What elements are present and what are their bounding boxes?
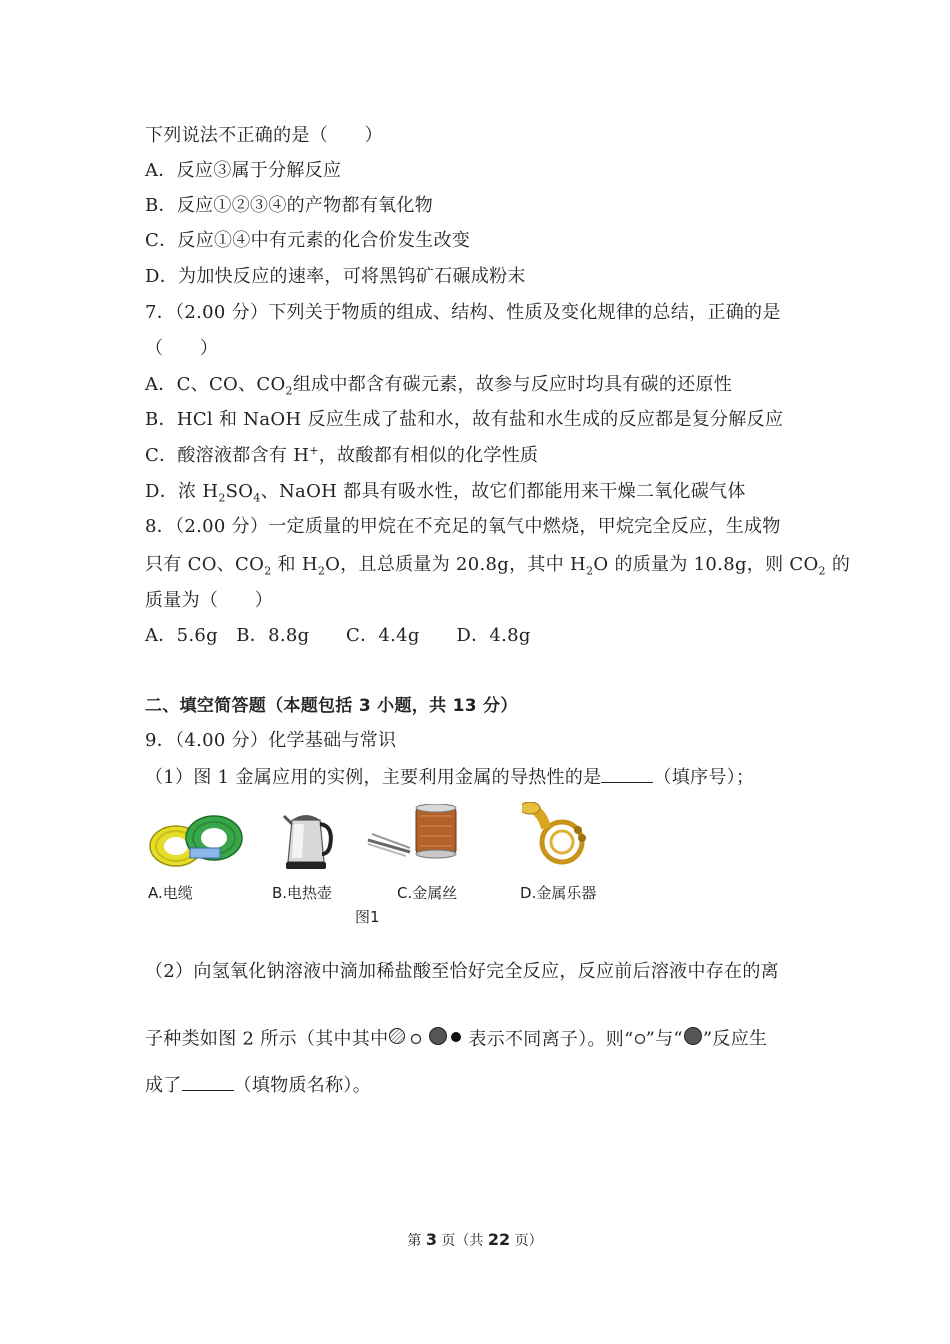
q9-part1-blank[interactable] bbox=[601, 764, 653, 783]
q9-part2-line2 bbox=[145, 1026, 767, 1053]
q8-line2-a: 只有 CO、CO bbox=[145, 554, 265, 575]
q7-option-c-text1: C．酸溶液都含有 H bbox=[145, 445, 310, 466]
q9-part1 bbox=[145, 764, 754, 790]
q9-part1-text2: （填序号）； bbox=[653, 767, 755, 788]
footer-mid: 页（共 bbox=[436, 1233, 488, 1249]
q7-option-c-sup: + bbox=[309, 444, 319, 457]
q7-option-a-text1: A．C、CO、CO bbox=[145, 374, 286, 395]
horn-illustration bbox=[522, 802, 594, 868]
q7-option-b: B．HCl 和 NaOH 反应生成了盐和水，故有盐和水生成的反应都是复分解反应 bbox=[145, 409, 784, 430]
q6-option-b: B．反应①②③④的产物都有氧化物 bbox=[145, 195, 434, 216]
q8-options: A．5.6g B．8.8g C．4.4g D．4.8g bbox=[145, 625, 531, 646]
q7-option-d-sub1: 2 bbox=[218, 491, 226, 505]
fig1-label-d: D.金属乐器 bbox=[520, 884, 597, 902]
q6-stem: 下列说法不正确的是（ ） bbox=[145, 125, 383, 146]
q7-option-d bbox=[145, 480, 746, 504]
footer-total-pages: 22 bbox=[487, 1230, 511, 1249]
q7-option-d-text1: D．浓 H bbox=[145, 481, 219, 502]
footer-page-number: 3 bbox=[425, 1230, 437, 1249]
q9-part2-line1: （2）向氢氧化钠溶液中滴加稀盐酸至恰好完全反应，反应前后溶液中存在的离 bbox=[145, 961, 779, 982]
q9-part2-line3-b: （填物质名称）。 bbox=[233, 1075, 372, 1096]
fig1-label-c: C.金属丝 bbox=[397, 884, 458, 902]
footer-prefix: 第 bbox=[407, 1233, 426, 1249]
q8-line2-b: 和 H bbox=[271, 554, 318, 575]
fig1-label-a: A.电缆 bbox=[148, 884, 193, 902]
q7-option-a-text2: 组成中都含有碳元素，故参与反应时均具有碳的还原性 bbox=[292, 374, 733, 395]
hatched-ion-icon bbox=[388, 1027, 406, 1052]
q8-line3: 质量为（ ） bbox=[145, 590, 274, 611]
q7-option-d-sub2: 4 bbox=[253, 491, 261, 505]
q6-option-a: A．反应③属于分解反应 bbox=[145, 160, 342, 181]
cable-illustration bbox=[148, 808, 248, 870]
q9-part2-line3 bbox=[145, 1072, 371, 1098]
q8-line2-e: 的 bbox=[825, 554, 851, 575]
small-black-ion-icon bbox=[450, 1026, 462, 1050]
q7-option-a-sub: 2 bbox=[285, 384, 293, 398]
kettle-illustration bbox=[282, 806, 336, 872]
q8-line2-sub4: 2 bbox=[818, 564, 826, 578]
q9-part2-line2-c: ”与“ bbox=[645, 1028, 683, 1050]
page-footer bbox=[0, 1230, 950, 1250]
wire-illustration bbox=[366, 804, 462, 860]
q7-option-d-text3: 、NaOH 都具有吸水性，故它们都能用来干燥二氧化碳气体 bbox=[260, 481, 746, 502]
q7-option-c bbox=[145, 444, 538, 468]
q6-option-d: D．为加快反应的速率，可将黑钨矿石碾成粉末 bbox=[145, 266, 526, 287]
q9-part2-line2-d: ”反应生 bbox=[702, 1028, 768, 1050]
q7-option-d-text2: SO bbox=[225, 481, 254, 502]
q8-line2-c: O，且总质量为 20.8g，其中 H bbox=[325, 554, 587, 575]
large-gray-ion-icon-ref bbox=[683, 1026, 703, 1053]
q9-part2-line3-a: 成了 bbox=[145, 1075, 182, 1096]
q9-part2-blank[interactable] bbox=[182, 1072, 234, 1091]
q8-line2 bbox=[145, 553, 850, 577]
q8-line2-sub3: 2 bbox=[586, 564, 594, 578]
q8-line2-d: O 的质量为 10.8g，则 CO bbox=[593, 554, 819, 575]
fig1-title: 图1 bbox=[355, 908, 380, 926]
large-gray-ion-icon bbox=[428, 1026, 448, 1053]
q9-part2-line2-a: 子种类如图 2 所示（其中其中 bbox=[145, 1028, 389, 1050]
q8-line2-sub1: 2 bbox=[264, 564, 272, 578]
small-hollow-ion-icon-ref bbox=[634, 1028, 646, 1052]
footer-suffix: 页） bbox=[510, 1233, 543, 1249]
fig1-label-b: B.电热壶 bbox=[272, 884, 333, 902]
q9-part1-text1: （1）图 1 金属应用的实例，主要利用金属的导热性的是 bbox=[145, 767, 602, 788]
small-hollow-ion-icon bbox=[410, 1028, 422, 1052]
q8-line2-sub2: 2 bbox=[317, 564, 326, 578]
q8-line1: 8．（2.00 分）一定质量的甲烷在不充足的氧气中燃烧，甲烷完全反应，生成物 bbox=[145, 516, 781, 537]
section2-title: 二、填空简答题（本题包括 3 小题，共 13 分） bbox=[145, 696, 518, 716]
q9-part2-line2-b: 表示不同离子）。则“ bbox=[468, 1028, 634, 1050]
q7-stem-line2: （ ） bbox=[145, 338, 219, 359]
q7-option-c-text2: ，故酸都有相似的化学性质 bbox=[318, 445, 539, 466]
q9-stem: 9．（4.00 分）化学基础与常识 bbox=[145, 730, 397, 751]
q6-option-c: C．反应①④中有元素的化合价发生改变 bbox=[145, 230, 471, 251]
q7-stem-line1: 7．（2.00 分）下列关于物质的组成、结构、性质及变化规律的总结，正确的是 bbox=[145, 302, 781, 323]
q7-option-a bbox=[145, 373, 732, 397]
